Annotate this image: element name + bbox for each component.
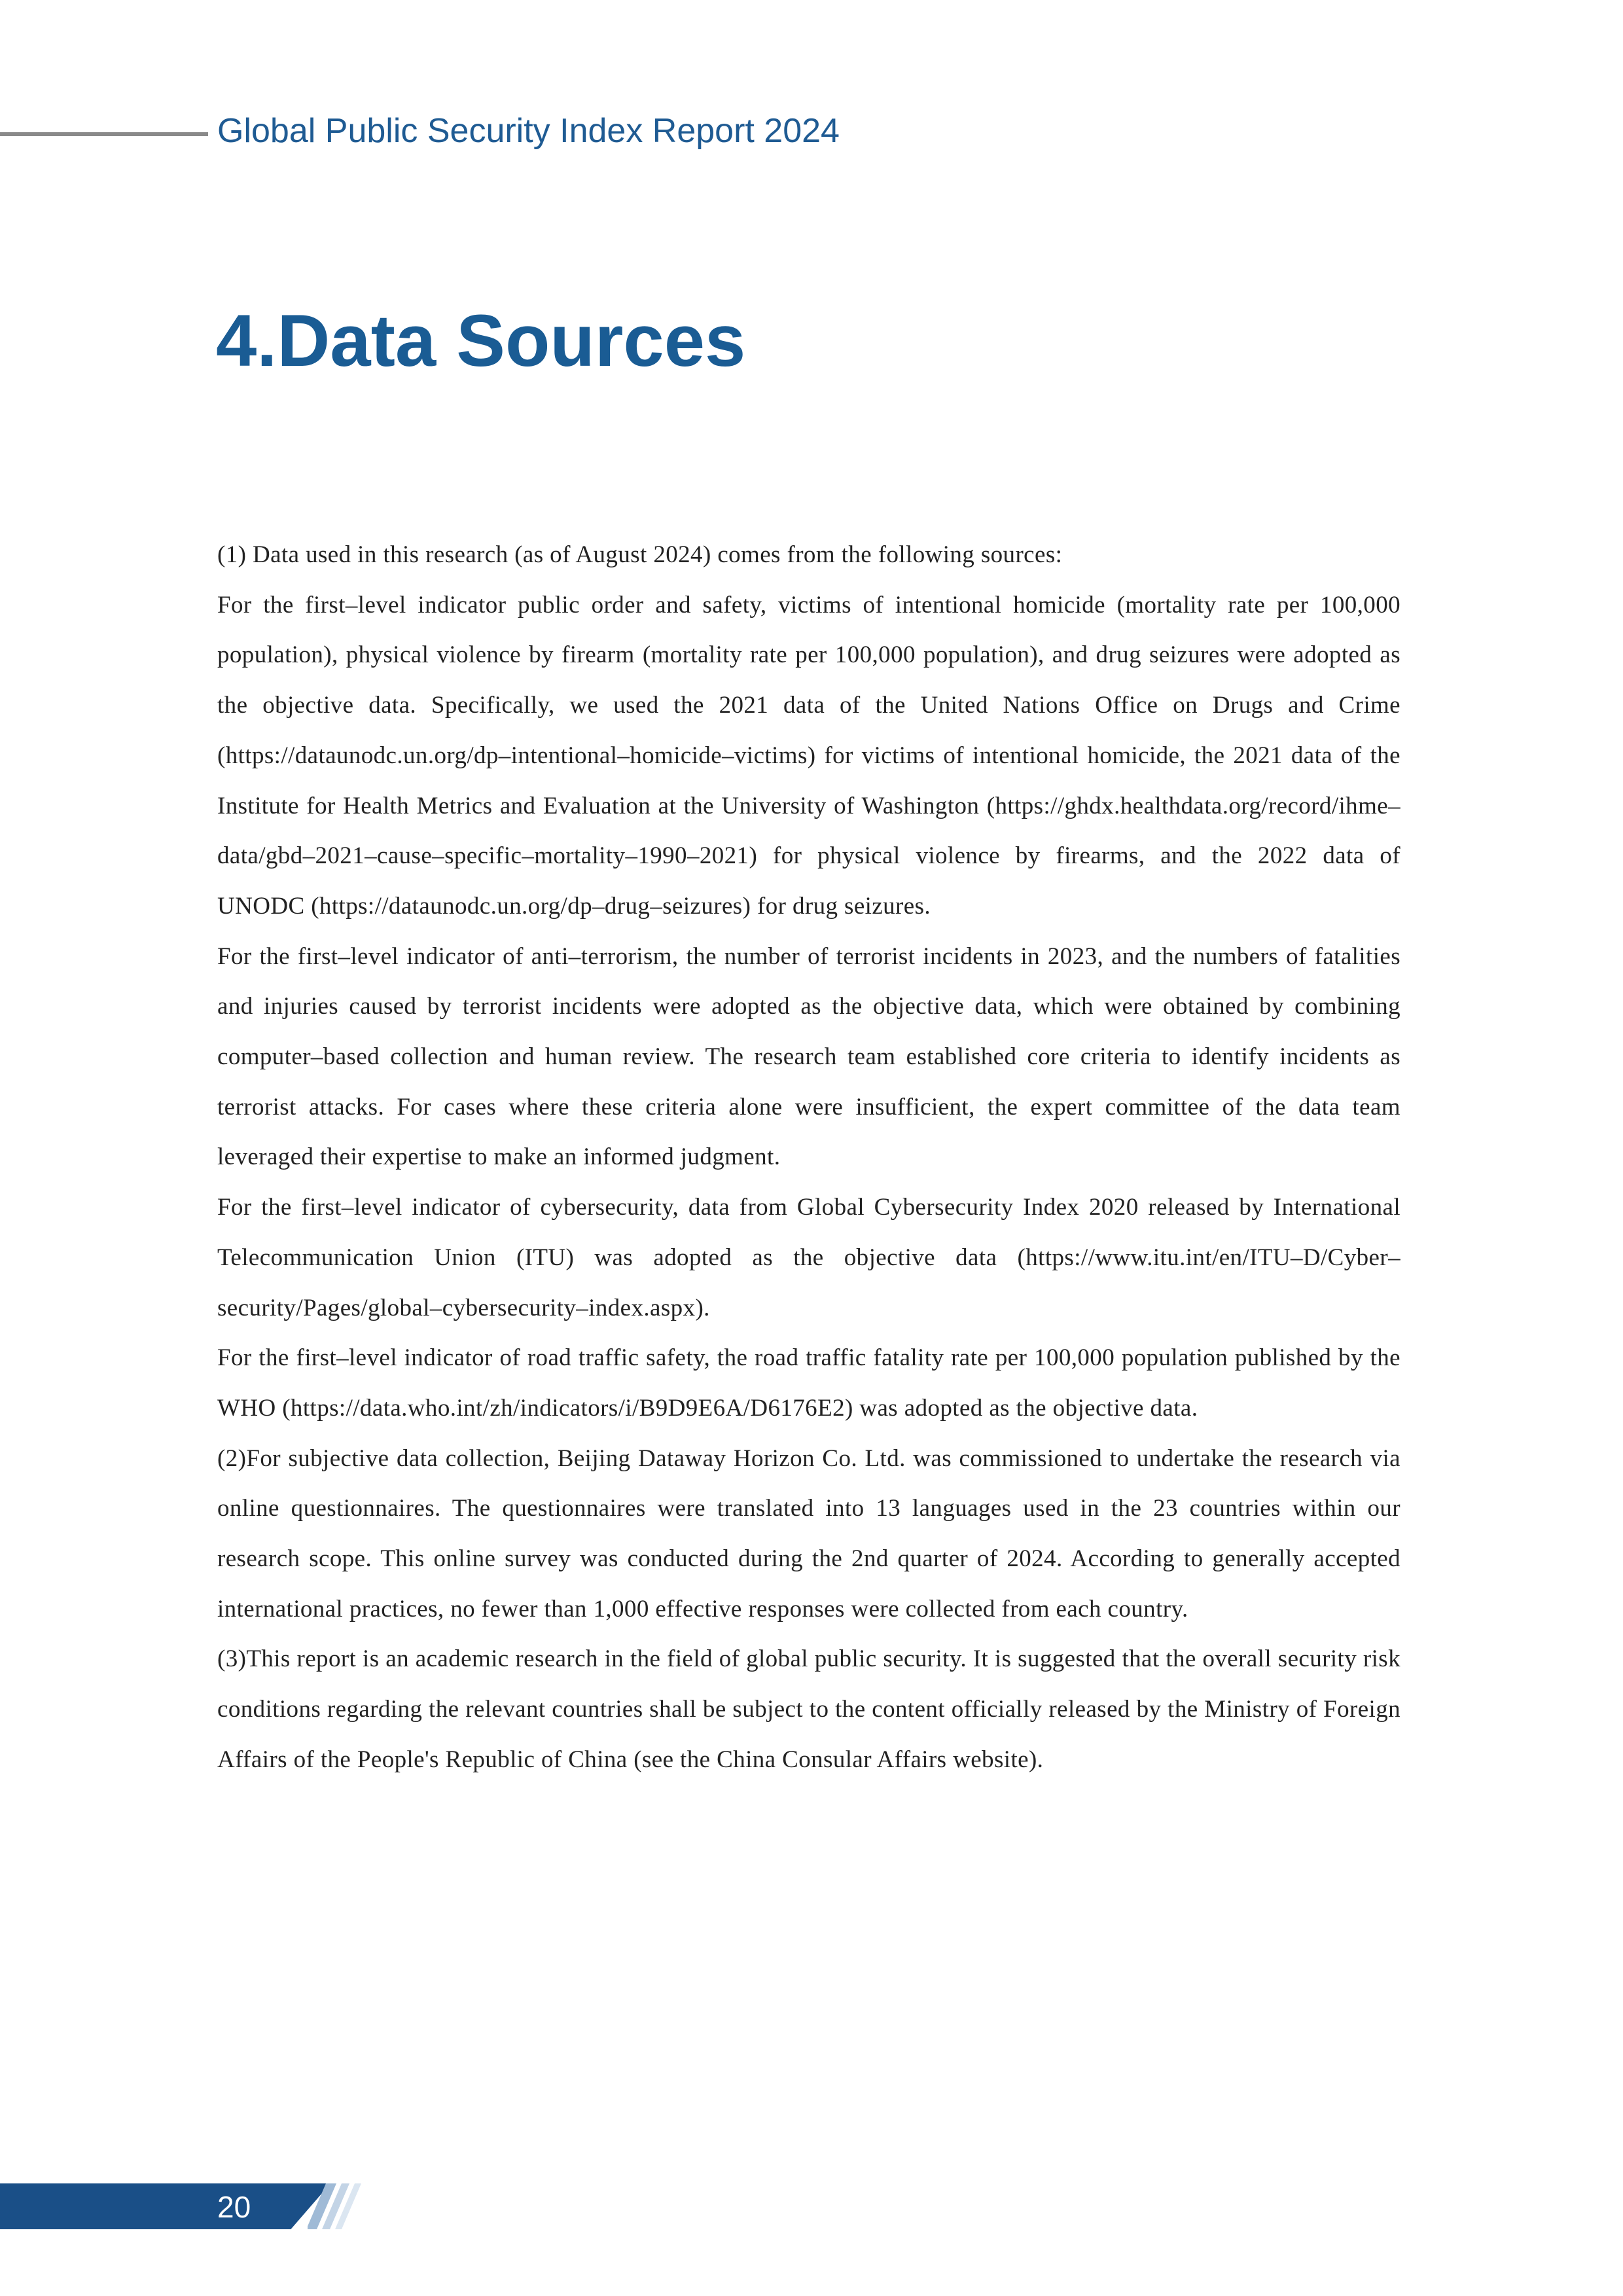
paragraph-subjective-data: (2)For subjective data collection, Beijing Dataway Horizon Co. Ltd. was commissioned to undertake the research via online questionnaires. The questionnaires were translated into 13 languages used in the 23 countries within our research scope. This online survey was conducted during the 2nd quarter of 2024. According to generally accepted international practices, no fewer than 1,000 effective responses were collected from each country. [217, 1444, 1400, 1623]
paragraph-disclaimer: (3)This report is an academic research in the field of global public security. It is suggested that the overall security risk conditions regarding the relevant countries shall be subject to the content officially released by the Ministry of Foreign Affairs of the People's Republic of China (see the China Consular Affairs website). [217, 1645, 1400, 1773]
paragraph-anti-terrorism: For the first–level indicator of anti–terrorism, the number of terrorist incidents in 2023, and the numbers of fatalities and injuries caused by terrorist incidents were adopted as the objective data, which were obtained by combining computer–based collection and human review. The research team established core criteria to identify incidents as terrorist attacks. For cases where these criteria alone were insufficient, the expert committee of the data team leveraged their expertise to make an informed judgment. [217, 942, 1400, 1171]
body-text [217, 530, 1400, 1785]
footer-stripes [308, 2183, 380, 2229]
page-number: 20 [217, 2190, 251, 2224]
report-title: Global Public Security Index Report 2024 [217, 112, 840, 150]
section-title: 4.Data Sources [216, 300, 746, 382]
paragraph-sources-intro: (1) Data used in this research (as of August 2024) comes from the following sources: [217, 541, 1063, 568]
paragraph-road-traffic: For the first–level indicator of road traffic safety, the road traffic fatality rate per 100,000 population published by the WHO (https://data.who.int/zh/indicators/i/B9D9E6A/D6176E2) was adopted as the objective data. [217, 1344, 1400, 1422]
paragraph-cybersecurity: For the first–level indicator of cybersecurity, data from Global Cybersecurity Index 2020 released by International Telecommunication Union (ITU) was adopted as the objective data (https://www.itu.int/en/ITU–D/Cyber–security/Pages/global–cybersecurity–index.aspx). [217, 1194, 1400, 1321]
paragraph-public-order: For the first–level indicator public order and safety, victims of intentional homicide (mortality rate per 100,000 population), physical violence by firearm (mortality rate per 100,000 population), and drug seizures were adopted as the objective data. Specifically, we used the 2021 data of the United Nations Office on Drugs and Crime (https://dataunodc.un.org/dp–intentional–homicide–victims) for victims of intentional homicide, the 2021 data of the Institute for Health Metrics and Evaluation at the University of Washington (https://ghdx.healthdata.org/record/ihme–data/gbd–2021–cause–specific–mortality–1990–2021) for physical violence by firearms, and the 2022 data of UNODC (https://dataunodc.un.org/dp–drug–seizures) for drug seizures. [217, 591, 1400, 920]
footer-bar [0, 2183, 330, 2229]
header-rule [0, 132, 208, 136]
